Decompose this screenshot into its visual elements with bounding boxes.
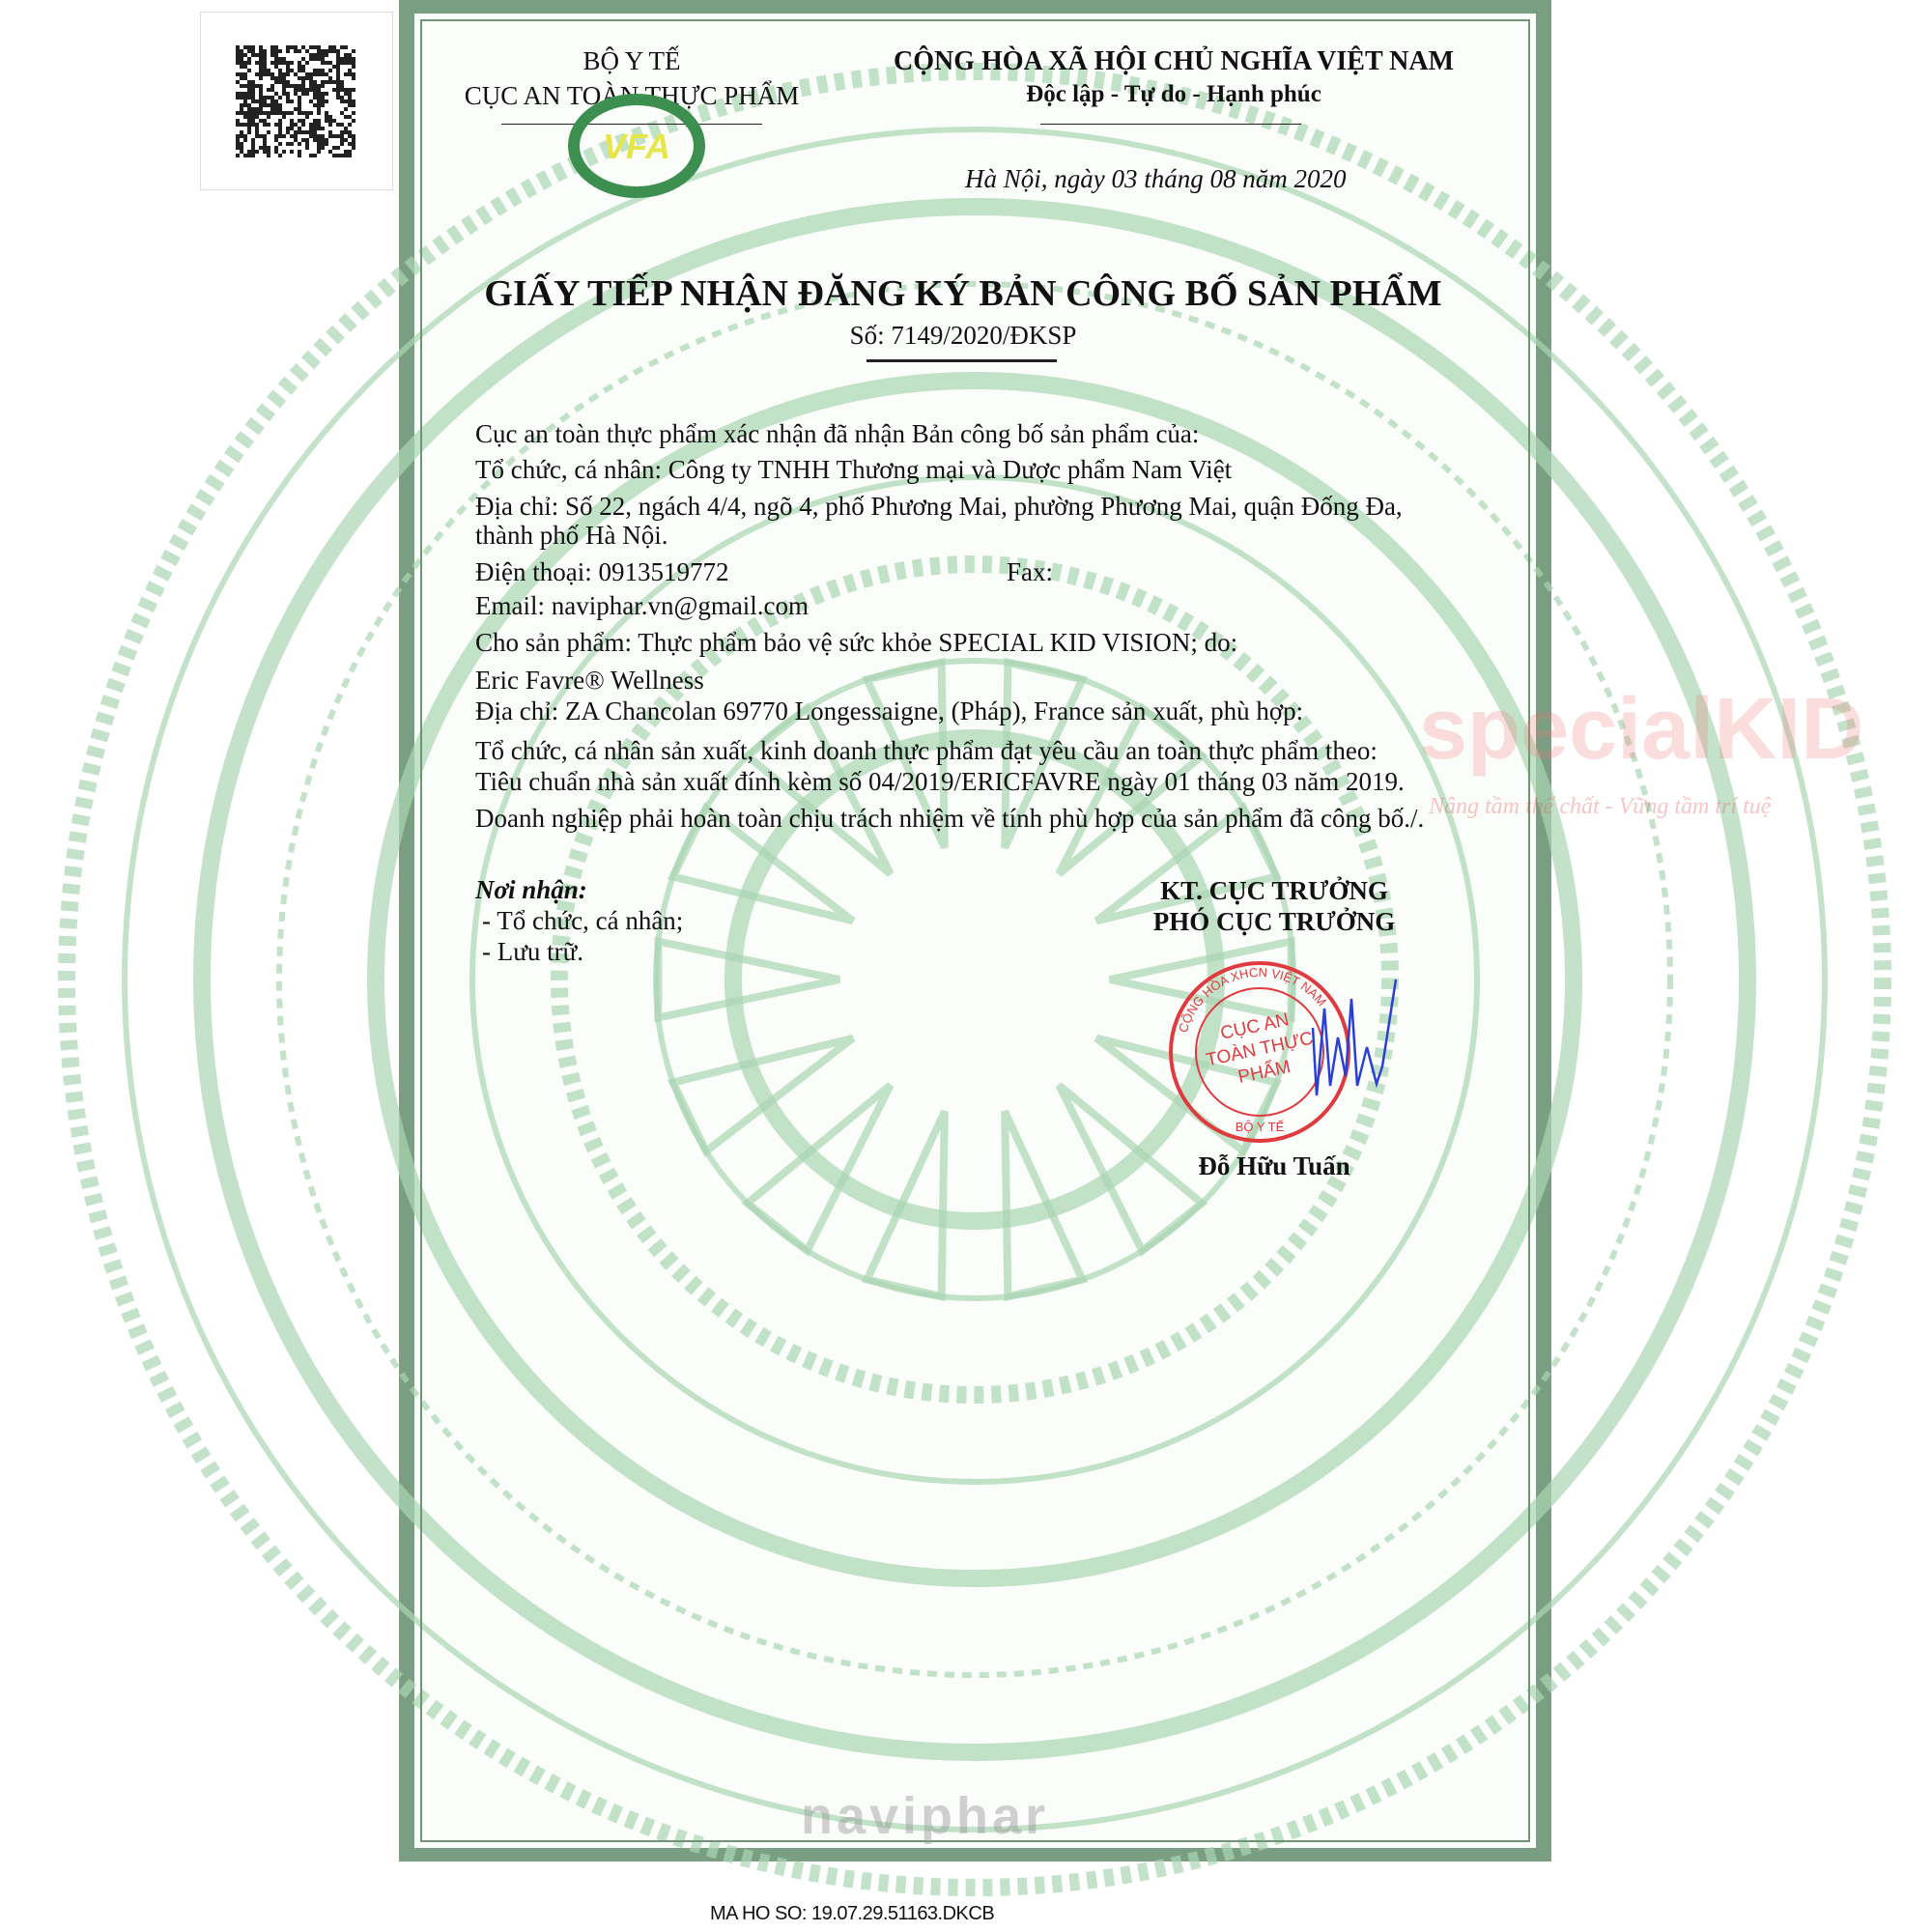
qr-code-box xyxy=(200,12,393,190)
dossier-code: MA HO SO: 19.07.29.51163.DKCB xyxy=(710,1903,995,1924)
handwritten-signature xyxy=(1303,970,1409,1115)
stamp-bottom-text: BỘ Y TẾ xyxy=(1235,1120,1285,1134)
body-line: Cho sản phẩm: Thực phẩm bảo vệ sức khỏe SPECIAL KID VISION; do: xyxy=(475,628,1238,657)
vfa-logo-text: VFA xyxy=(602,127,671,166)
body-line: Eric Favre® Wellness xyxy=(475,666,704,695)
recipient-item: - Tổ chức, cá nhân; xyxy=(482,906,684,935)
recipients-heading: Nơi nhận: xyxy=(475,875,587,904)
national-motto: Độc lập - Tự do - Hạnh phúc xyxy=(1026,81,1321,107)
stamp-center-text: CỤC AN TOÀN THỰC PHẨM xyxy=(1204,1009,1316,1088)
specialkid-watermark: specialKID xyxy=(1419,681,1864,778)
motto-underline xyxy=(1040,124,1301,125)
body-line: Tổ chức, cá nhân: Công ty TNHH Thương mại và Dược phẩm Nam Việt xyxy=(475,455,1233,484)
naviphar-watermark: naviphar xyxy=(801,1787,1050,1845)
body-line: Tổ chức, cá nhân sản xuất, kinh doanh thực phẩm đạt yêu cầu an toàn thực phẩm theo: xyxy=(475,736,1378,765)
document-title: GIẤY TIẾP NHẬN ĐĂNG KÝ BẢN CÔNG BỐ SẢN PHẨM xyxy=(484,273,1442,314)
republic-name: CỘNG HÒA XÃ HỘI CHỦ NGHĨA VIỆT NAM xyxy=(893,46,1455,76)
signer-title-2: PHÓ CỤC TRƯỞNG xyxy=(1152,907,1396,936)
issue-date: Hà Nội, ngày 03 tháng 08 năm 2020 xyxy=(965,164,1347,193)
title-underline xyxy=(867,359,1057,362)
certificate-frame xyxy=(399,0,1864,1861)
fax-label: Fax: xyxy=(1007,557,1054,586)
body-line: Địa chỉ: Số 22, ngách 4/4, ngõ 4, phố Phương Mai, phường Phương Mai, quận Đống Đa, xyxy=(475,492,1403,521)
body-line: Địa chỉ: ZA Chancolan 69770 Longessaigne, (Pháp), France sản xuất, phù hợp: xyxy=(475,696,1304,725)
body-line: Cục an toàn thực phẩm xác nhận đã nhận Bản công bố sản phẩm của: xyxy=(475,419,1200,448)
stamp-ring-text: CỘNG HÒA XHCN VIỆT NAM xyxy=(1175,964,1329,1035)
body-line: thành phố Hà Nội. xyxy=(475,521,668,550)
agency-name: CỤC AN TOÀN THỰC PHẨM xyxy=(464,81,800,110)
body-line: Tiêu chuẩn nhà sản xuất đính kèm số 04/2019/ERICFAVRE ngày 01 tháng 03 năm 2019. xyxy=(475,767,1405,796)
body-line: Doanh nghiệp phải hoàn toàn chịu trách nhiệm về tính phù hợp của sản phẩm đã công bố./. xyxy=(475,804,1425,833)
document-number: Số: 7149/2020/ĐKSP xyxy=(849,321,1077,350)
phone-line: Điện thoại: 0913519772 xyxy=(475,557,729,586)
recipient-item: - Lưu trữ. xyxy=(482,937,583,966)
vfa-logo xyxy=(564,93,709,199)
ministry-name: BỘ Y TẾ xyxy=(582,46,681,75)
signer-title-1: KT. CỤC TRƯỞNG xyxy=(1160,876,1388,905)
email-line: Email: naviphar.vn@gmail.com xyxy=(475,591,810,620)
signer-name: Đỗ Hữu Tuấn xyxy=(1198,1151,1350,1180)
qr-code-icon xyxy=(236,45,355,157)
certificate-paper xyxy=(414,14,1864,1848)
specialkid-slogan: Nâng tầm thể chất - Vững tầm trí tuệ xyxy=(1429,794,1772,819)
